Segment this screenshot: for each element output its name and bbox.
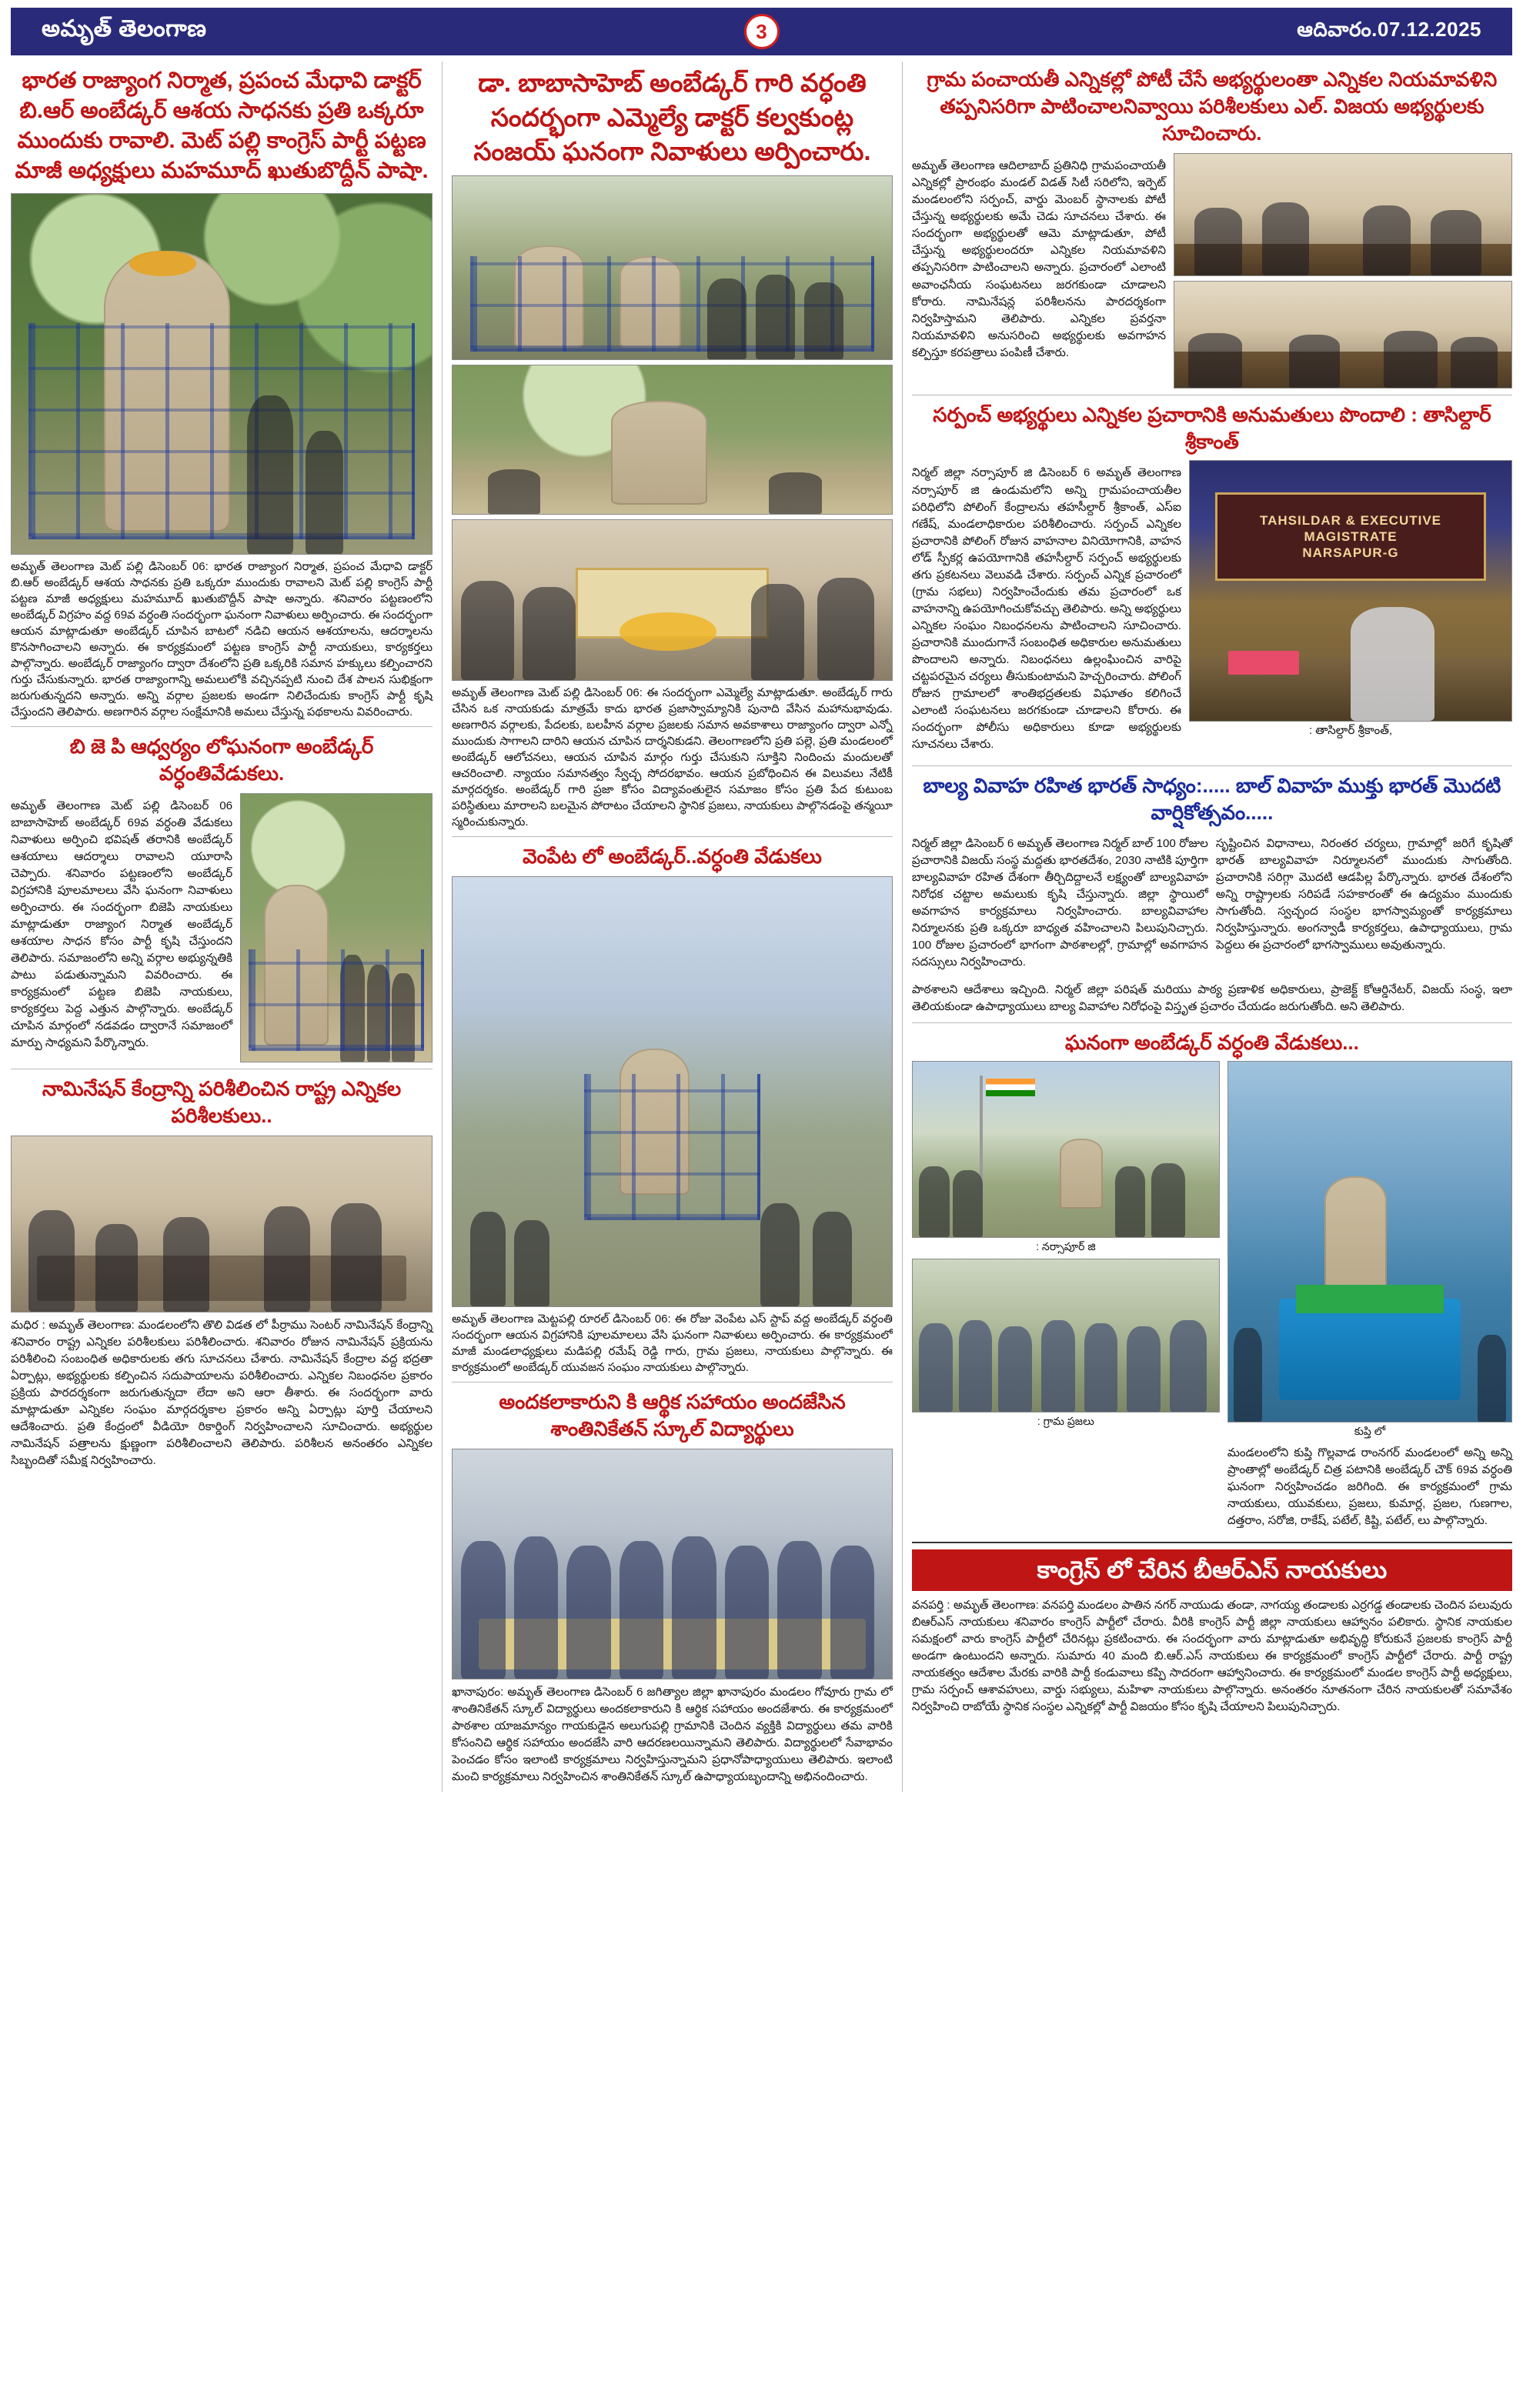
office-name-board: TAHSILDAR & EXECUTIVE MAGISTRATE NARSAPUR-G [1215, 492, 1485, 581]
column-divider-2 [902, 62, 903, 1792]
col1-sub2-headline: నామినేషన్ కేంద్రాన్ని పరిశీలించిన రాష్ట్ర ఎన్నికల పరిశీలకులు.. [42, 1076, 402, 1127]
masthead [11, 8, 1512, 55]
col1-sub1-block [11, 793, 433, 1062]
col3-top-text: అమృత్ తెలంగాణ ఆదిలాబాద్ ప్రతినిధి గ్రామపంచాయతీ ఎన్నికల్లో ప్రారంభం మండల్ విడత్ సిటీ సరిలోని, ఇర్పెట్ మండలంలోని సర్పంచ్, వార్డు మెంబర్ స్థానాలకు పోటీ చేస్తున్న అభ్యర్థులకు అమే చెడు సూచనలు చేశారు. ఈ సందర్భంగా అభ్యర్థులతో ఆమె మాట్లాడుతూ, పోటీ చేస్తున్న అభ్యర్థులందరూ ఎన్నికల నియమావళిని తప్పనిసరిగా పాటించాలని అన్నారు. ప్రచారంలో ఎలాంటి అవాంఛనీయ సంఘటనలు జరగకుండా చూడాలని కోరారు. నామినేషన్ల పరిశీలనను పారదర్శకంగా నిర్వహిస్తామని తెలిపారు. ఎన్నికల ప్రవర్తనా నియమావళిని అనుసరించి అభ్యర్థులకు అవగాహన కల్పిస్తూ కరపత్రాలు పంపిణీ చేశారు. [911, 159, 1166, 359]
newspaper-page [0, 8, 1523, 1799]
photo-tahsildar-office [1189, 460, 1512, 722]
col1-sub1-text: అమృత్ తెలంగాణ మెట్ పల్లి డిసెంబర్ 06 బాబాసాహెబ్ అంబేడ్కర్ 69వ వర్ధంతి వేడుకలు నివాళులు అర్పించి భవిషత్ తరానికి అంబేడ్కర్ ఆశయాలు ఆదర్శాలు రావాలని యూరాసి చెప్పారు. శనివారం పట్టణంలోని అంబేడ్కర్ విగ్రహానికి పూలమాలలు వేసి ఘనంగా నివాళులు అర్పించారు. ఈ సందర్భంగా బిజెపి నాయకులు మాట్లాడుతూ రాజ్యాంగ నిర్మాత అంబేడ్కర్ ఆశయాల సాధన కోసం పార్టీ కృషి చేస్తుందని తెలిపారు. సమాజంలోని అన్ని వర్గాల అభ్యున్నతికి పాటు పడుతున్నామని వివరించారు. ఈ కార్యక్రమంలో పట్టణ బిజెపి నాయకులు, కార్యకర్తలు పెద్ద ఎత్తున పాల్గొన్నారు. అంబేడ్కర్ చూపిన మార్గంలో నడవడం ద్వారానే సమాజంలో మార్పు సాధ్యమని పేర్కొన్నారు. [11, 799, 233, 1050]
col3-block-2 [912, 460, 1512, 759]
photo-bjp-ambedkar-tribute [240, 793, 433, 1062]
col2-sub-headline-2: అందకలాకారుని కి ఆర్థిక సహాయం అందజేసిన శాంతినికేతన్ స్కూల్ విద్యార్థులు [499, 1389, 846, 1440]
masthead-date: ఆదివారం.07.12.2025 [1297, 17, 1481, 41]
col3-headline-3: బాల్య వివాహ రహిత భారత్ సాధ్యం:..... బాల్ వివాహ ముక్తు భారత్ మొదటి వార్షికోత్సవం..... [923, 774, 1501, 825]
photo-vempet-ambedkar-statue [452, 876, 893, 1307]
col3-text-4: మండలంలోని కుప్తి గొల్లవాడ రాంనగర్ మండలంలో అన్ని అన్ని ప్రాంతాల్లో అంబేడ్కర్ చిత్ర పటానికి అంబేడ్కర్ చౌక్ 69వ వర్ధంతి ఘనంగా నిర్వహించడం జరిగింది. ఈ కార్యక్రమంలో గ్రామ నాయకులు, యువకులు, ప్రజలు, కుమార్ల, ప్రజల, గుణగాల, దత్తరాం, సరోజి, రాకేష్, పటేల్, కిష్టి, పటేల్, లు పాల్గొన్నారు. [1227, 1446, 1512, 1527]
photo-school-students-donation [452, 1449, 893, 1679]
column-middle [452, 62, 893, 1792]
col3-top-block [912, 153, 1512, 389]
col3-credit-a: : నర్సాపూర్ జి [1036, 1239, 1096, 1252]
col3-text-3b: సృష్టించిన విధానాలు, నిరంతర చర్యలు, గ్రామాల్లో జరిగే కృషితో భారత్ బాల్యవివాహ నిర్మూలనలో ముందుకు సాగుతోంది. ప్రచారానికి సరిగ్గా మొదటి ఆడపిల్ల పేర్కొన్నారు. భారత దేశంలోని అన్ని రాష్ట్రాలకు సరిపడే సహకారంతో ఈ ఉద్యమం ముందుకు సాగుతోంది. స్వచ్ఛంద సంస్థల భాగస్వామ్యంతో కార్యక్రమాలు నిర్వహిస్తున్నారు. అంగన్వాడీ కార్యకర్తలు, ఉపాధ్యాయులు, గ్రామ పెద్దలు ఈ ప్రచారంలో భాగస్వాములు అవుతున్నారు. [1215, 837, 1512, 952]
col1-sub2-text: మధిర : అమృత్ తెలంగాణ: మండలంలోని తొలి విడత లో పీర్రాము సెంటర్ నామినేషన్ కేంద్రాన్ని శనివారం రాష్ట్ర ఎన్నికల పరిశీలకులు పరిశీలించారు. శనివారం రోజున నామినేషన్ ప్రక్రియను పరిశీలించి సంబంధిత అధికారులకు తగు సూచనలు చేశారు. నామినేషన్ కేంద్రాల వద్ద భద్రతా ఏర్పాట్లు, అభ్యర్థులకు కల్పించిన సదుపాయాలను పరిశీలించారు. ఎన్నికల నిబంధనల ప్రకారం ప్రక్రియ పారదర్శకంగా జరుగుతున్నదా లేదా అని ఆరా తీశారు. ఈ సందర్భంగా వారు మాట్లాడుతూ ఎన్నికల సంఘం మార్గదర్శకాల ప్రకారం అన్ని ఏర్పాట్లు పూర్తి చేయాలని ఆదేశించారు. ప్రతి కేంద్రంలో వీడియో రికార్డింగ్ నిర్వహించాలని సూచించారు. అభ్యర్థుల నామినేషన్ పత్రాలను క్షుణ్ణంగా పరిశీలించాలని తెలిపారు. పరిశీలన అనంతరం ఎన్నికల సిబ్బందితో సమీక్ష నిర్వహించారు. [11, 1318, 433, 1468]
col3-block-3 [912, 831, 1512, 977]
photo-village-group [912, 1259, 1220, 1412]
col1-headline: భారత రాజ్యాంగ నిర్మాత, ప్రపంచ మేధావి డాక్టర్ బి.ఆర్ అంబేడ్కర్ ఆశయ సాధనకు ప్రతి ఒక్కరూ ముందుకు రావాలి. మెట్ పల్లి కాంగ్రెస్ పార్టీ పట్టణ మాజీ అధ్యక్షులు మహమూద్ ఖుతుబొద్దీన్ పాషా. [15, 68, 429, 184]
col1-photo-caption: అమృత్ తెలంగాణ మెట్ పల్లి డిసెంబర్ 06: భారత రాజ్యాంగ నిర్మాత, ప్రపంచ మేధావి డాక్టర్ బి.ఆర్ అంబేడ్కర్ ఆశయ సాధనకు ప్రతి ఒక్కరూ ముందుకు రావాలని మెట్ పల్లి కాంగ్రెస్ పార్టీ పట్టణ మాజీ అధ్యక్షులు మహమూద్ ఖుతుబొద్దీన్ పాషా అన్నారు. శనివారం పట్టణంలోని అంబేడ్కర్ విగ్రహం వద్ద 69వ వర్ధంతి సందర్భంగా ఘనంగా నివాళులు అర్పించారు. ఈ సందర్భంగా ఆయన మాట్లాడుతూ అంబేడ్కర్ చూపిన బాటలో నడిచి ఆయన ఆశయాలను, ఆదర్శాలను కొనసాగించాలని అన్నారు. ఈ కార్యక్రమంలో పట్టణ కాంగ్రెస్ పార్టీ నాయకులు, కార్యకర్తలు పాల్గొన్నారు. అంబేడ్కర్ రాజ్యాంగం ద్వారా దేశంలోని ప్రతి ఒక్కరికి సమాన హక్కులు కల్పించారని గుర్తు చేసుకున్నారు. భారత రాజ్యాంగాన్ని అమలులోకి వచ్చినప్పటి నుంచి దేశ పాలన సుభిక్షంగా జరుగుతున్నదని అన్నారు. అన్ని వర్గాల ప్రజలకు అండగా నిలిచేందుకు కాంగ్రెస్ పార్టీ కృషి చేస్తుందని తెలిపారు. అణగారిన వర్గాల సంక్షేమానికి అమలు చేస్తున్న పథకాలను వివరించారు. [11, 559, 433, 719]
photo-observer-meeting-2 [1174, 281, 1512, 389]
col3-credit-2: : తాసిల్దార్ శ్రీకాంత్, [1308, 724, 1393, 738]
col2-last-text: ఖానాపురం: అమృత్ తెలంగాణ డిసెంబర్ 6 జగిత్యాల జిల్లా ఖానాపురం మండలం గోవూరు గ్రామ లో శాంతినికేతన్ స్కూల్ విద్యార్థులు అందకలాకారుని కి ఆర్థిక సహాయం అందజేశారు. ఈ కార్యక్రమంలో పాఠశాల యాజమాన్యం గాయకుడైన అలుగుపల్లి గ్రామానికి చెందిన వ్యక్తికి విద్యార్థులు తమ వారికి కోసంనిచి ఆర్థిక సహాయం అందజేసి వారి ఆదరణలయిన్నామని తెలిపారు. విద్యార్థులలో సేవాభావం పెంచడం కోసం ఇలాంటి కార్యక్రమాలు నిర్వహిస్తున్నామని ప్రధానోపాధ్యాయులు తెలిపారు. ఇలాంటి మంచి కార్యక్రమాలు నిర్వహించిన శాంతినికేతన్ స్కూల్ ఉపాధ్యాయబృందాన్ని అభినందించారు. [452, 1685, 893, 1784]
col3-block-4 [912, 1061, 1512, 1536]
col2-photo2-caption: అమృత్ తెలంగాణ మెట్టపల్లి రూరల్ డిసెంబర్ 06: ఈ రోజు వెంపేట ఎస్ స్టాప్ వద్ద అంబేడ్కర్ వర్ధంతి సందర్భంగా ఆయన విగ్రహానికి పూలమాలలు వేసి ఘనంగా నివాళులు అర్పించారు. ఈ కార్యక్రమంలో మాజీ మండలాధ్యక్షులు మడిపల్లి రమేష్ రెడ్డి గారు, గ్రామ ప్రజలు, నాయకులు పాల్గొన్నారు. ఈ కార్యక్రమంలో అంబేడ్కర్ యువజన సంఘం నాయకులు పాల్గొన్నారు. [452, 1312, 893, 1374]
column-right [912, 62, 1512, 1722]
photo-ambedkar-statue-garland [11, 193, 433, 555]
col3-headline-5: కాంగ్రెస్ లో చేరిన బీఆర్ఎస్ నాయకులు [912, 1549, 1512, 1591]
col2-sub-headline: వెంపేట లో అంబేడ్కర్..వర్ధంతి వేడుకలు [523, 844, 822, 868]
photo-flag-hoisting-villagers [912, 1061, 1220, 1238]
col3-headline-2: సర్పంచ్ అభ్యర్థులు ఎన్నికల ప్రచారానికి అనుమతులు పొందాలి : తాసిల్దార్ శ్రీకాంత్ [933, 403, 1491, 454]
photo-observer-meeting-1 [1174, 153, 1512, 276]
col3-text-5: వనపర్తి : అమృత్ తెలంగాణ: వనపర్తి మండలం పాతిన నగర్ నాయుడు తండా, నాగయ్య తండాలకు ఎర్రగడ్డ తండాలకు చెందిన పలువురు బిఆర్ఎస్ నాయకులు శనివారం కాంగ్రెస్ పార్టీలో చేరారు. వీరికి కాంగ్రెస్ పార్టీ జిల్లా నాయకులు ఆహ్వానం పలికారు. స్థానిక నాయకుల సమక్షంలో వారు కాంగ్రెస్ పార్టీలో చేరినట్లు ప్రకటించారు. ఈ సందర్భంగా వారు మాట్లాడుతూ అభివృద్ధి కోరుకునే ప్రజలకు కాంగ్రెస్ పార్టీ అండగా ఉంటుందని అన్నారు. సుమారు 40 మంది బి.ఆర్.ఎస్ నాయకులు ఈ కార్యక్రమంలో కాంగ్రెస్ పార్టీలో చేరారు. పార్టీ రాష్ట్ర నాయకత్వం ఆదేశాల మేరకు వారికి పార్టీ కండువాలు కప్పి సాదరంగా ఆహ్వానించారు. ఈ కార్యక్రమంలో మండల కాంగ్రెస్ పార్టీ అధ్యక్షులు, గ్రామ సర్పంచ్ ఆశావహులు, వార్డు సభ్యులు, మహిళా నాయకులు పాల్గొన్నారు. అనంతరం నూతనంగా చేరిన నాయకులతో సమావేశం నిర్వహించి రాబోయే స్థానిక సంస్థల ఎన్నికల్లో పార్టీ విజయం కోసం కృషి చేయాలని పిలుపునిచ్చారు. [911, 1598, 1512, 1713]
col3-headline-4: ఘనంగా అంబేడ్కర్ వర్ధంతి వేడుకలు... [1064, 1030, 1359, 1054]
col1-sub1-headline: బి జె పి ఆధ్వర్యం లోఘనంగా అంబేడ్కర్ వర్ధంతివేడుకలు. [69, 734, 374, 785]
col3-credit-c: కుప్తి లో [1354, 1424, 1386, 1437]
col3-text-2: నిర్మల్ జిల్లా నర్సాపూర్ జి డిసెంబర్ 6 అమృత్ తెలంగాణ నర్సాపూర్ జి ఉండుమలోని అన్ని గ్రామపంచాయతీల పరిధిలోని పోలింగ్ కేంద్రాలను తహసీల్దార్ శ్రీకాంత్, ఎస్ఐ గణేష్, మండలాధికారుల పరిశీలించారు. సర్పంచ్ ఎన్నికల ప్రచారానికి పోలింగ్ రోజున వాహనాల వినియోగానికి, వాహన లోడ్ స్పీకర్ల ఉపయోగానికి తహసీల్దార్ సర్పంచ్ అభ్యర్థులకు తగు ప్రకటనలు వెలువడి చేశారు. సర్పంచ్ ఎన్నిక ప్రచారంలో (గ్రామ సభలు) నిర్వహించేందుకు తమ ప్రచారంలో ఒక వాహనాన్ని ఉపయోగించుకోవచ్చు తెలిపారు. అన్ని అభ్యర్థులు ఎన్నికల సంఘం నిబంధనలను పాటించాలని సూచించారు. ప్రచారానికి ముందుగానే సంబంధిత అధికారుల అనుమతులు పొందాలని అన్నారు. నిబంధనలు ఉల్లంఘించిన వారిపై చట్టపరమైన చర్యలు తీసుకుంటామని హెచ్చరించారు. పోలింగ్ రోజున గ్రామాలలో శాంతిభద్రతలకు విఘాతం కలిగించే ఎలాంటి సంఘటనలు జరగకుండా చూడాలని కోరారు. ఈ సందర్భంగా పోలీసు అధికారులు కూడా అభ్యర్థులకు సూచనలు చేశారు. [911, 466, 1181, 751]
photo-statue-closeup [452, 365, 893, 515]
photo-kupti-ambedkar-statue [1227, 1061, 1512, 1422]
col3-text-3a: నిర్మల్ జిల్లా డిసెంబర్ 6 అమృత్ తెలంగాణ నిర్మల్ బాల్ 100 రోజుల ప్రచారానికి విజయ్ సంస్థ మద్దతు భారతదేశం, 2030 నాటికి పూర్తిగా బాల్యవివాహ రహిత దేశంగా తీర్చిదిద్దాలనే లక్ష్యంతో బాల్యవివాహ నిరోధక చట్టాల అమలుకు కృషి చేస్తున్నారు. జిల్లా స్థాయిలో అవగాహన కార్యక్రమాలు నిర్వహించారు. బాల్యవివాహాల నిర్మూలనకు ప్రతి ఒక్కరూ బాధ్యత వహించాలని పిలుపునిచ్చారు. 100 రోజుల ప్రచారంలో భాగంగా పాఠశాలల్లో, గ్రామాల్లో అవగాహన సదస్సులు నిర్వహించారు. [911, 837, 1208, 969]
col2-headline: డా. బాబాసాహెబ్ అంబేడ్కర్ గారి వర్ధంతి సందర్భంగా ఎమ్మెల్యే డాక్టర్ కల్వకుంట్ల సంజయ్ ఘనంగా నివాళులు అర్పించారు. [473, 68, 871, 166]
col3-top-headline: గ్రామ పంచాయతీ ఎన్నికల్లో పోటీ చేసే అభ్యర్థులంతా ఎన్నికల నియమావళిని తప్పనిసరిగా పాటించాలనివ్వాయి పరిశీలకులు ఎల్. విజయ అభ్యర్థులకు సూచించారు. [927, 68, 1498, 145]
col3-credit-b: : గ్రామ ప్రజలు [1037, 1414, 1094, 1427]
column-left [11, 62, 433, 1476]
photo-mla-tribute-crowd [452, 175, 893, 360]
page-columns [11, 62, 1512, 1792]
column-divider-1 [442, 62, 443, 1792]
photo-floral-tribute-portrait [452, 519, 893, 681]
col3-text-3c: పాఠశాలని ఆదేశాలు ఇచ్చింది. నిర్మల్ జిల్లా పరిషత్ మరియు పాఠ్య ప్రణాళిక అధికారులు, ప్రాజెక్ట్ కోఆర్డినేటర్, విజయ్ సంస్థ, ఇలా తెలియకుండా ఉపాధ్యాయులు బాల్య వివాహాల నిరోధంపై విస్తృత ప్రచారం చేయడం జరుగుతోంది. అని తెలిపారు. [911, 983, 1512, 1014]
page-number-badge: 3 [744, 14, 780, 49]
masthead-title: అమృత్ తెలంగాణ [42, 15, 207, 42]
photo-nomination-center-inspection [11, 1136, 433, 1312]
col2-photo-caption: అమృత్ తెలంగాణ మెట్ పల్లి డిసెంబర్ 06: ఈ సందర్భంగా ఎమ్మెల్యే మాట్లాడుతూ. అంబేడ్కర్ గారు చేసిన ఒక నాయకుడు మాత్రమే కాదు భారత ప్రజాస్వామ్యానికి పునాది వేసిన మహానుభావుడు. అణగారిన వర్గాలకు, పేదలకు, బలహీన వర్గాల ప్రజలకు సమాన అవకాశాలు రాజ్యాంగం ద్వారా ఎన్నో ముందుకు సాగాలని దారిని ఆయన చూపిన దార్శనికుడని. తెలంగాణలోని ప్రతి పల్లె, ప్రతి మండలంలో అంబేడ్కర్ ఆలోచనలు, ఆయన చూపిన మార్గం గుర్తు చేసుకుని సూక్తిని నిందించు మందులతో ఆచరించాలి. న్యాయం సమానత్వం స్వేచ్ఛ సోదరభావం. ఆయన ప్రబోధించిన ఈ విలువలు నేటికీ మార్గదర్శకం. అంబేడ్కర్ గారి ప్రజా కోసం విద్యావంతులైన సమాజం కోసం ప్రతి పేద కుటుంబ పరిస్థితులు మారాలని బలమైన పోరాటం చేయాలని స్థానిక ప్రజలు, నాయకులు పాల్గొనడంపై తన్మయీ స్మరించుకున్నారు. [452, 685, 893, 829]
